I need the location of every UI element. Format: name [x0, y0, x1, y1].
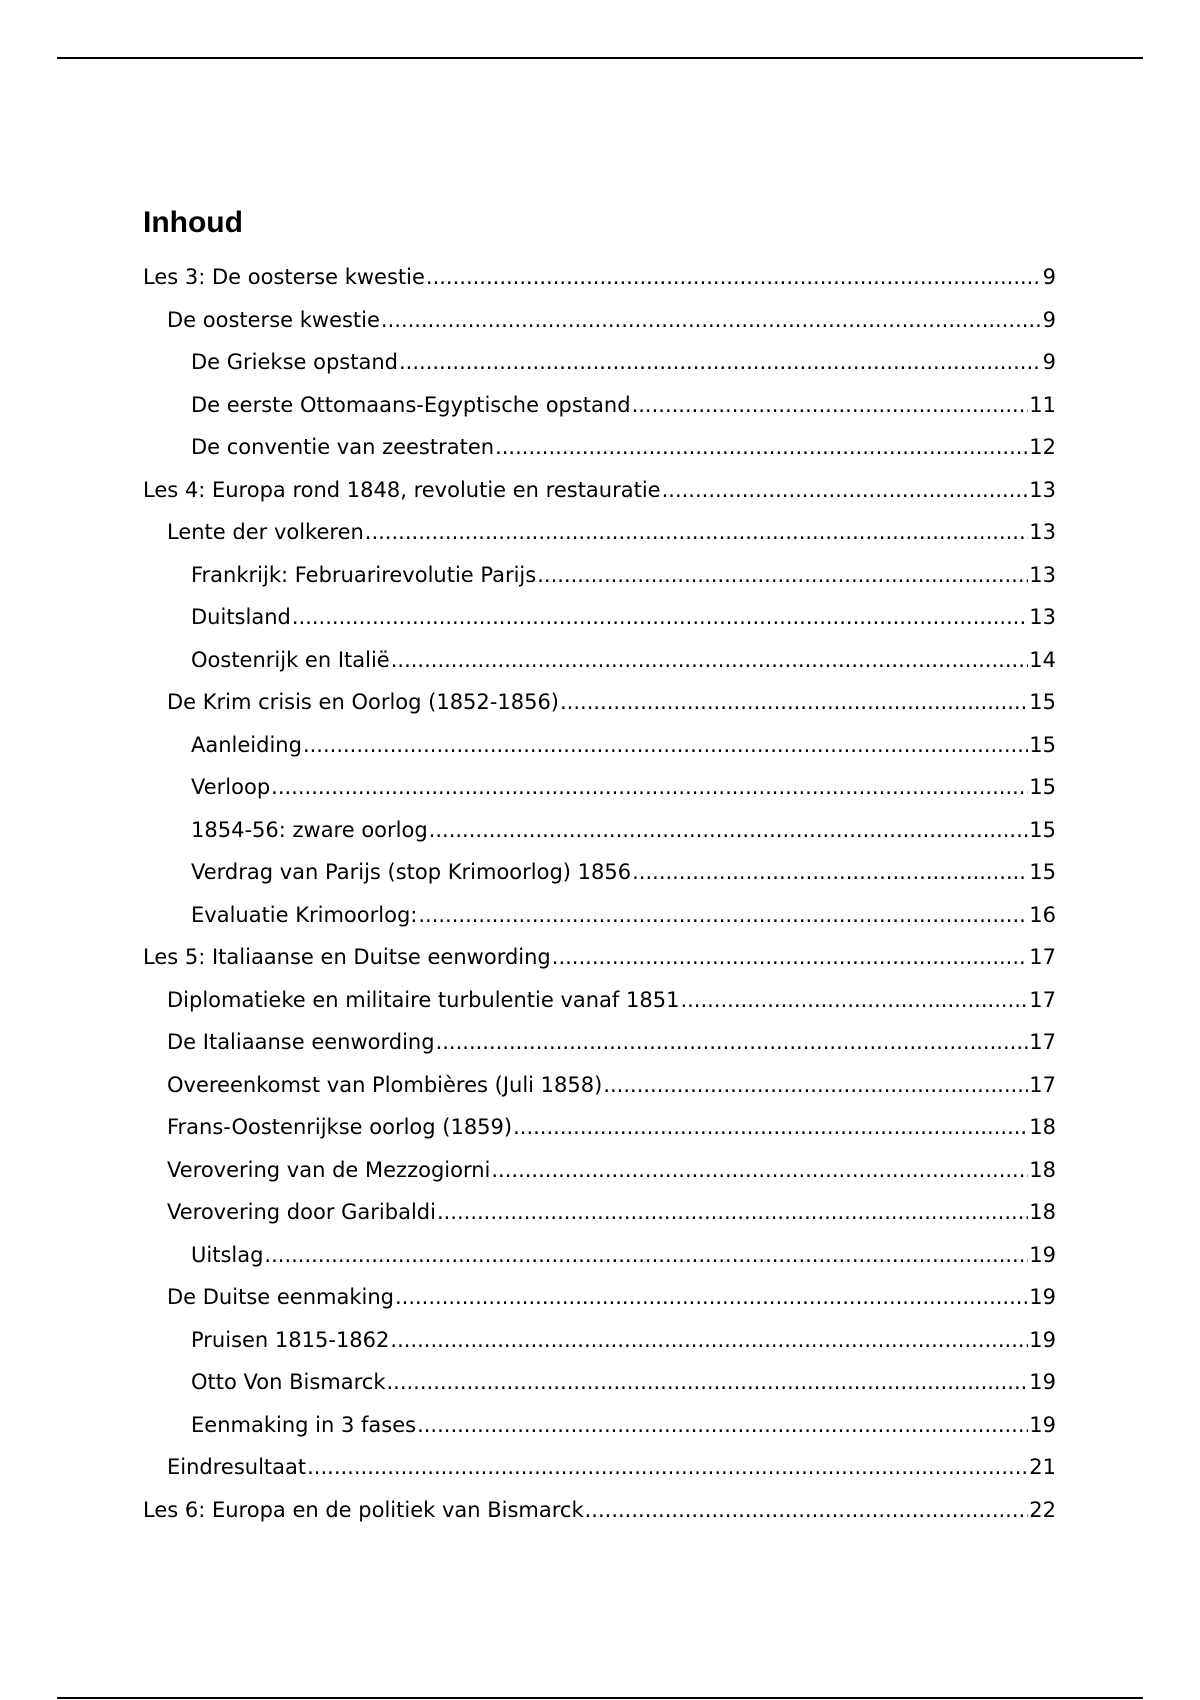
toc-entry[interactable]: [143, 341, 1056, 384]
toc-entry-label: De oosterse kwestie: [167, 307, 380, 332]
toc-entry-page: 15: [1029, 775, 1056, 800]
toc-entry-label: Aanleiding: [191, 732, 302, 757]
toc-entry[interactable]: [143, 724, 1056, 767]
toc-entry-label: 1854-56: zware oorlog: [191, 817, 428, 842]
toc-entry-label: Verloop: [191, 775, 271, 800]
toc-entry-page: 18: [1029, 1200, 1056, 1225]
toc-entry[interactable]: [143, 554, 1056, 597]
toc-entry-label: De Griekse opstand: [191, 350, 398, 375]
toc-entry-page: 13: [1029, 520, 1056, 545]
toc-dot-leader: [632, 860, 1028, 884]
toc-entry[interactable]: [143, 1106, 1056, 1149]
toc-dot-leader: [303, 733, 1028, 757]
toc-entry[interactable]: [143, 256, 1056, 299]
toc-entry-page: 18: [1029, 1115, 1056, 1140]
toc-entry-label: Les 6: Europa en de politiek van Bismarck: [143, 1497, 584, 1522]
toc-entry-page: 17: [1029, 945, 1056, 970]
toc-entry[interactable]: [143, 809, 1056, 852]
toc-dot-leader: [390, 1328, 1028, 1352]
toc-dot-leader: [585, 1498, 1029, 1522]
toc-entry[interactable]: [143, 596, 1056, 639]
toc-entry[interactable]: [143, 766, 1056, 809]
toc-entry-page: 15: [1029, 817, 1056, 842]
toc-entry-page: 15: [1029, 690, 1056, 715]
toc-entry-label: Verovering van de Mezzogiorni: [167, 1157, 491, 1182]
toc-entry-label: Les 4: Europa rond 1848, revolutie en restauratie: [143, 477, 661, 502]
toc-entry-label: Eindresultaat: [167, 1455, 307, 1480]
toc-entry-label: Diplomatieke en militaire turbulentie vanaf 1851: [167, 987, 680, 1012]
toc-dot-leader: [426, 265, 1042, 289]
toc-dot-leader: [537, 563, 1028, 587]
toc-entry-page: 17: [1029, 1030, 1056, 1055]
toc-entry[interactable]: [143, 936, 1056, 979]
toc-entry[interactable]: [143, 894, 1056, 937]
toc-entry-page: 17: [1029, 1072, 1056, 1097]
toc-entry-label: Otto Von Bismarck: [191, 1370, 386, 1395]
toc-dot-leader: [417, 1413, 1028, 1437]
toc-dot-leader: [381, 308, 1042, 332]
toc-entry-label: De conventie van zeestraten: [191, 435, 495, 460]
toc-entry-label: Overeenkomst van Plombières (Juli 1858): [167, 1072, 603, 1097]
toc-entry-label: De Italiaanse eenwording: [167, 1030, 435, 1055]
toc-dot-leader: [560, 690, 1028, 714]
toc-dot-leader: [271, 775, 1028, 799]
toc-entry-page: 9: [1042, 307, 1056, 332]
toc-entry[interactable]: [143, 1064, 1056, 1107]
toc-entry-page: 14: [1029, 647, 1056, 672]
toc-entry-label: Verdrag van Parijs (stop Krimoorlog) 1856: [191, 860, 632, 885]
toc-entry-page: 19: [1029, 1242, 1056, 1267]
toc-dot-leader: [386, 1370, 1028, 1394]
toc-dot-leader: [391, 648, 1029, 672]
toc-entry-label: Uitslag: [191, 1242, 264, 1267]
toc-entry[interactable]: [143, 979, 1056, 1022]
toc-entry-label: Frans-Oostenrijkse oorlog (1859): [167, 1115, 513, 1140]
toc-entry[interactable]: [143, 1319, 1056, 1362]
toc-entry-label: Evaluatie Krimoorlog:: [191, 902, 418, 927]
toc-dot-leader: [365, 520, 1028, 544]
toc-entry-page: 12: [1029, 435, 1056, 460]
toc-dot-leader: [491, 1158, 1028, 1182]
toc-dot-leader: [552, 945, 1029, 969]
toc-entry-label: Pruisen 1815-1862: [191, 1327, 390, 1352]
footer-rule: [57, 1697, 1143, 1699]
toc-dot-leader: [632, 393, 1029, 417]
toc-dot-leader: [495, 435, 1028, 459]
toc-entry-label: Les 3: De oosterse kwestie: [143, 265, 425, 290]
toc-entry-page: 19: [1029, 1412, 1056, 1437]
toc-entry[interactable]: [143, 1489, 1056, 1532]
header-rule: [57, 57, 1143, 59]
toc-entry-label: De Duitse eenmaking: [167, 1285, 394, 1310]
toc-entry[interactable]: [143, 1021, 1056, 1064]
toc-entry[interactable]: [143, 681, 1056, 724]
toc-entry-page: 19: [1029, 1370, 1056, 1395]
toc-entry-page: 9: [1042, 265, 1056, 290]
toc-entry-label: Oostenrijk en Italië: [191, 647, 390, 672]
toc-dot-leader: [662, 478, 1029, 502]
toc-dot-leader: [292, 605, 1028, 629]
toc-entry-page: 19: [1029, 1327, 1056, 1352]
toc-entry[interactable]: [143, 1149, 1056, 1192]
toc-entry-label: Lente der volkeren: [167, 520, 364, 545]
toc-entry-page: 21: [1029, 1455, 1056, 1480]
toc-dot-leader: [603, 1073, 1028, 1097]
toc-entry[interactable]: [143, 851, 1056, 894]
toc-entry-page: 9: [1042, 350, 1056, 375]
toc-entry[interactable]: [143, 384, 1056, 427]
toc-entry[interactable]: [143, 1446, 1056, 1489]
toc-entry-page: 22: [1029, 1497, 1056, 1522]
toc-entry-label: Duitsland: [191, 605, 291, 630]
toc-entry[interactable]: [143, 1404, 1056, 1447]
toc-entry-page: 18: [1029, 1157, 1056, 1182]
toc-dot-leader: [436, 1030, 1029, 1054]
toc-entry-label: Eenmaking in 3 fases: [191, 1412, 417, 1437]
toc-entry-page: 17: [1029, 987, 1056, 1012]
toc-entry[interactable]: [143, 639, 1056, 682]
toc-entry-label: De eerste Ottomaans-Egyptische opstand: [191, 392, 631, 417]
toc-entry-label: De Krim crisis en Oorlog (1852-1856): [167, 690, 559, 715]
toc-entry-label: Frankrijk: Februarirevolutie Parijs: [191, 562, 537, 587]
toc-dot-leader: [437, 1200, 1028, 1224]
toc-entry[interactable]: [143, 426, 1056, 469]
toc-entry[interactable]: [143, 1361, 1056, 1404]
toc-entry-page: 13: [1029, 562, 1056, 587]
toc-title: Inhoud: [143, 206, 243, 239]
toc-entry[interactable]: [143, 1234, 1056, 1277]
table-of-contents: [143, 256, 1056, 1531]
toc-entry-page: 19: [1029, 1285, 1056, 1310]
toc-entry[interactable]: [143, 511, 1056, 554]
toc-dot-leader: [418, 903, 1028, 927]
toc-dot-leader: [395, 1285, 1028, 1309]
toc-dot-leader: [399, 350, 1042, 374]
toc-dot-leader: [513, 1115, 1028, 1139]
toc-entry[interactable]: [143, 299, 1056, 342]
toc-entry-page: 11: [1029, 392, 1056, 417]
toc-entry-label: Verovering door Garibaldi: [167, 1200, 436, 1225]
toc-entry-page: 15: [1029, 860, 1056, 885]
toc-entry-page: 16: [1029, 902, 1056, 927]
toc-dot-leader: [307, 1455, 1028, 1479]
toc-entry[interactable]: [143, 469, 1056, 512]
toc-dot-leader: [680, 988, 1028, 1012]
toc-dot-leader: [264, 1243, 1028, 1267]
toc-entry-page: 15: [1029, 732, 1056, 757]
toc-entry-page: 13: [1029, 477, 1056, 502]
toc-entry[interactable]: [143, 1191, 1056, 1234]
toc-entry-label: Les 5: Italiaanse en Duitse eenwording: [143, 945, 551, 970]
toc-entry-page: 13: [1029, 605, 1056, 630]
toc-dot-leader: [429, 818, 1029, 842]
toc-entry[interactable]: [143, 1276, 1056, 1319]
